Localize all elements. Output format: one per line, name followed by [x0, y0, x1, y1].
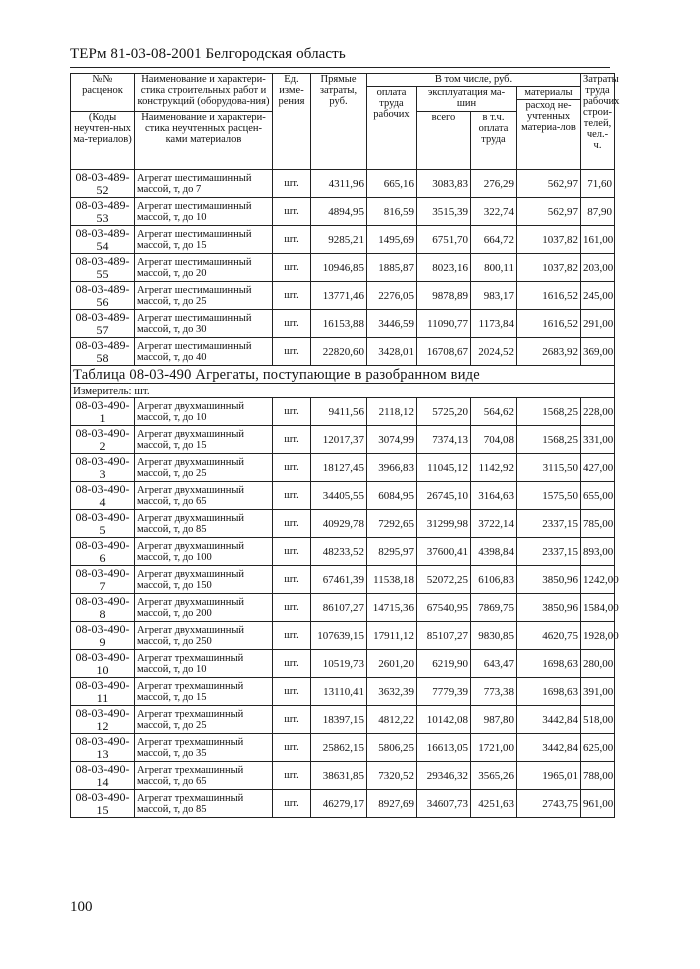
row-machine-total: 16613,05: [417, 734, 471, 762]
row-wage: 665,16: [367, 170, 417, 198]
row-labor: 961,00: [581, 790, 615, 818]
row-direct-cost: 9411,56: [311, 398, 367, 426]
row-machine-wage: 322,74: [471, 198, 517, 226]
row-machine-wage: 2024,52: [471, 338, 517, 366]
table-header: [71, 74, 620, 170]
row-name: Агрегат двухмашинный массой, т, до 10: [135, 398, 273, 426]
row-code: 08-03-489-55: [71, 254, 135, 282]
row-labor: 71,60: [581, 170, 615, 198]
unit-line: Измеритель: шт.: [71, 384, 615, 398]
row-machine-total: 85107,27: [417, 622, 471, 650]
row-unit: шт.: [273, 762, 311, 790]
row-labor: 203,00: [581, 254, 615, 282]
row-labor: 893,00: [581, 538, 615, 566]
row-unit: шт.: [273, 426, 311, 454]
row-machine-total: 29346,32: [417, 762, 471, 790]
table-row: [71, 650, 615, 678]
row-unit: шт.: [273, 622, 311, 650]
col-header-machine: эксплуатация ма-шин: [417, 87, 517, 112]
row-materials: 4620,75: [517, 622, 581, 650]
row-unit: шт.: [273, 566, 311, 594]
row-labor: 291,00: [581, 310, 615, 338]
table-row: [71, 790, 615, 818]
col-header-machine-wage: в т.ч. оплата труда: [471, 112, 517, 170]
row-wage: 8295,97: [367, 538, 417, 566]
row-direct-cost: 25862,15: [311, 734, 367, 762]
row-wage: 7320,52: [367, 762, 417, 790]
row-unit: шт.: [273, 510, 311, 538]
col-header-name: Наименование и характери-стика строительных работ и конструкций (оборудова-ния): [135, 74, 273, 112]
row-direct-cost: 107639,15: [311, 622, 367, 650]
row-wage: 14715,36: [367, 594, 417, 622]
table-body-489: [71, 170, 615, 366]
row-unit: шт.: [273, 310, 311, 338]
row-materials: 562,97: [517, 198, 581, 226]
row-wage: 7292,65: [367, 510, 417, 538]
row-wage: 3074,99: [367, 426, 417, 454]
row-machine-wage: 4251,63: [471, 790, 517, 818]
row-wage: 6084,95: [367, 482, 417, 510]
row-materials: 1568,25: [517, 426, 581, 454]
row-materials: 1037,82: [517, 226, 581, 254]
table-row: [71, 338, 615, 366]
row-machine-total: 9878,89: [417, 282, 471, 310]
row-machine-total: 52072,25: [417, 566, 471, 594]
row-code: 08-03-490-6: [71, 538, 135, 566]
row-direct-cost: 9285,21: [311, 226, 367, 254]
col-header-including: В том числе, руб.: [367, 74, 581, 87]
row-labor: 369,00: [581, 338, 615, 366]
table-row: [71, 538, 615, 566]
table-row: [71, 282, 615, 310]
row-materials: 3115,50: [517, 454, 581, 482]
row-materials: 2337,15: [517, 510, 581, 538]
table-row: [71, 566, 615, 594]
row-machine-wage: 1173,84: [471, 310, 517, 338]
row-labor: 87,90: [581, 198, 615, 226]
row-name: Агрегат трехмашинный массой, т, до 15: [135, 678, 273, 706]
row-code: 08-03-490-11: [71, 678, 135, 706]
row-direct-cost: 4894,95: [311, 198, 367, 226]
row-direct-cost: 34405,55: [311, 482, 367, 510]
row-labor: 1928,00: [581, 622, 615, 650]
row-unit: шт.: [273, 790, 311, 818]
row-unit: шт.: [273, 282, 311, 310]
col-header-name-materials: Наименование и характери-стика неучтенных расцен-ками материалов: [135, 112, 273, 170]
table-row: [71, 454, 615, 482]
row-name: Агрегат двухмашинный массой, т, до 150: [135, 566, 273, 594]
row-direct-cost: 4311,96: [311, 170, 367, 198]
row-machine-wage: 3722,14: [471, 510, 517, 538]
row-materials: 1698,63: [517, 650, 581, 678]
row-wage: 3428,01: [367, 338, 417, 366]
row-labor: 655,00: [581, 482, 615, 510]
row-unit: шт.: [273, 226, 311, 254]
row-labor: 391,00: [581, 678, 615, 706]
row-labor: 331,00: [581, 426, 615, 454]
table-row: [71, 594, 615, 622]
row-labor: 785,00: [581, 510, 615, 538]
row-machine-total: 26745,10: [417, 482, 471, 510]
row-machine-wage: 6106,83: [471, 566, 517, 594]
row-labor: 625,00: [581, 734, 615, 762]
row-labor: 161,00: [581, 226, 615, 254]
row-code: 08-03-489-56: [71, 282, 135, 310]
row-direct-cost: 18397,15: [311, 706, 367, 734]
row-direct-cost: 18127,45: [311, 454, 367, 482]
table-row: [71, 622, 615, 650]
row-machine-wage: 3164,63: [471, 482, 517, 510]
row-labor: 245,00: [581, 282, 615, 310]
row-materials: 3442,84: [517, 734, 581, 762]
row-wage: 816,59: [367, 198, 417, 226]
col-header-wage: оплата труда рабочих: [367, 87, 417, 170]
row-labor: 1242,00: [581, 566, 615, 594]
row-machine-wage: 276,29: [471, 170, 517, 198]
row-machine-wage: 1721,00: [471, 734, 517, 762]
row-name: Агрегат трехмашинный массой, т, до 65: [135, 762, 273, 790]
col-header-code: №№ расценок: [71, 74, 135, 112]
row-name: Агрегат шестимашинный массой, т, до 20: [135, 254, 273, 282]
table-row: [71, 762, 615, 790]
row-name: Агрегат трехмашинный массой, т, до 25: [135, 706, 273, 734]
row-direct-cost: 86107,27: [311, 594, 367, 622]
row-code: 08-03-490-14: [71, 762, 135, 790]
row-direct-cost: 48233,52: [311, 538, 367, 566]
row-unit: шт.: [273, 538, 311, 566]
row-materials: 562,97: [517, 170, 581, 198]
row-unit: шт.: [273, 254, 311, 282]
row-name: Агрегат шестимашинный массой, т, до 15: [135, 226, 273, 254]
row-name: Агрегат трехмашинный массой, т, до 85: [135, 790, 273, 818]
row-materials: 1698,63: [517, 678, 581, 706]
row-machine-wage: 664,72: [471, 226, 517, 254]
row-code: 08-03-490-15: [71, 790, 135, 818]
table-row: [71, 198, 615, 226]
row-unit: шт.: [273, 338, 311, 366]
row-code: 08-03-490-7: [71, 566, 135, 594]
table-row: [71, 510, 615, 538]
row-direct-cost: 10519,73: [311, 650, 367, 678]
row-labor: 280,00: [581, 650, 615, 678]
row-machine-wage: 704,08: [471, 426, 517, 454]
row-machine-wage: 800,11: [471, 254, 517, 282]
row-materials: 3850,96: [517, 594, 581, 622]
row-machine-total: 11045,12: [417, 454, 471, 482]
row-materials: 3850,96: [517, 566, 581, 594]
row-machine-total: 67540,95: [417, 594, 471, 622]
row-name: Агрегат двухмашинный массой, т, до 85: [135, 510, 273, 538]
row-wage: 1885,87: [367, 254, 417, 282]
row-machine-total: 7779,39: [417, 678, 471, 706]
table-row: [71, 706, 615, 734]
row-code: 08-03-490-4: [71, 482, 135, 510]
header-rule: [70, 67, 610, 68]
row-materials: 3442,84: [517, 706, 581, 734]
row-direct-cost: 10946,85: [311, 254, 367, 282]
row-name: Агрегат шестимашинный массой, т, до 25: [135, 282, 273, 310]
row-materials: 2743,75: [517, 790, 581, 818]
row-labor: 518,00: [581, 706, 615, 734]
row-unit: шт.: [273, 398, 311, 426]
row-name: Агрегат двухмашинный массой, т, до 25: [135, 454, 273, 482]
row-materials: 1616,52: [517, 282, 581, 310]
col-header-direct: Прямые затраты, руб.: [311, 74, 367, 170]
row-unit: шт.: [273, 706, 311, 734]
col-header-code-materials: (Коды неучтен-ных ма-териалов): [71, 112, 135, 170]
row-code: 08-03-490-10: [71, 650, 135, 678]
table-row: [71, 482, 615, 510]
row-code: 08-03-490-8: [71, 594, 135, 622]
row-machine-total: 6219,90: [417, 650, 471, 678]
table-row: [71, 678, 615, 706]
row-wage: 2118,12: [367, 398, 417, 426]
row-unit: шт.: [273, 170, 311, 198]
table-body-490: [71, 397, 619, 818]
row-name: Агрегат шестимашинный массой, т, до 10: [135, 198, 273, 226]
col-header-materials: материалы: [517, 87, 581, 100]
row-machine-total: 31299,98: [417, 510, 471, 538]
row-name: Агрегат шестимашинный массой, т, до 7: [135, 170, 273, 198]
row-unit: шт.: [273, 482, 311, 510]
row-wage: 5806,25: [367, 734, 417, 762]
row-labor: 427,00: [581, 454, 615, 482]
row-unit: шт.: [273, 198, 311, 226]
row-code: 08-03-490-5: [71, 510, 135, 538]
row-wage: 3966,83: [367, 454, 417, 482]
row-machine-wage: 773,38: [471, 678, 517, 706]
row-code: 08-03-489-58: [71, 338, 135, 366]
rates-table: [70, 73, 620, 818]
table-title: Таблица 08-03-490 Агрегаты, поступающие в разобранном виде: [71, 366, 615, 384]
row-materials: 1965,01: [517, 762, 581, 790]
table-row: [71, 170, 615, 198]
row-direct-cost: 46279,17: [311, 790, 367, 818]
row-code: 08-03-489-57: [71, 310, 135, 338]
row-materials: 1037,82: [517, 254, 581, 282]
row-name: Агрегат двухмашинный массой, т, до 250: [135, 622, 273, 650]
row-wage: 3632,39: [367, 678, 417, 706]
row-machine-wage: 9830,85: [471, 622, 517, 650]
row-wage: 3446,59: [367, 310, 417, 338]
row-code: 08-03-490-2: [71, 426, 135, 454]
table-row: [71, 734, 615, 762]
row-wage: 8927,69: [367, 790, 417, 818]
row-wage: 11538,18: [367, 566, 417, 594]
row-name: Агрегат двухмашинный массой, т, до 65: [135, 482, 273, 510]
row-name: Агрегат трехмашинный массой, т, до 35: [135, 734, 273, 762]
row-unit: шт.: [273, 734, 311, 762]
row-code: 08-03-490-9: [71, 622, 135, 650]
col-header-machine-total: всего: [417, 112, 471, 170]
row-unit: шт.: [273, 454, 311, 482]
row-name: Агрегат двухмашинный массой, т, до 100: [135, 538, 273, 566]
col-header-materials-sub: расход не-учтенных материа-лов: [517, 100, 581, 170]
row-direct-cost: 40929,78: [311, 510, 367, 538]
table-row: [71, 254, 615, 282]
row-machine-wage: 7869,75: [471, 594, 517, 622]
row-machine-total: 16708,67: [417, 338, 471, 366]
row-code: 08-03-489-54: [71, 226, 135, 254]
row-machine-total: 7374,13: [417, 426, 471, 454]
row-code: 08-03-490-12: [71, 706, 135, 734]
row-machine-wage: 1142,92: [471, 454, 517, 482]
col-header-labor: Затраты труда рабочих строи-телей, чел.-ч.: [581, 74, 615, 170]
row-machine-total: 11090,77: [417, 310, 471, 338]
row-labor: 1584,00: [581, 594, 615, 622]
row-machine-wage: 987,80: [471, 706, 517, 734]
row-direct-cost: 13771,46: [311, 282, 367, 310]
row-machine-total: 5725,20: [417, 398, 471, 426]
row-direct-cost: 16153,88: [311, 310, 367, 338]
row-direct-cost: 67461,39: [311, 566, 367, 594]
row-materials: 1575,50: [517, 482, 581, 510]
row-machine-wage: 4398,84: [471, 538, 517, 566]
row-code: 08-03-490-13: [71, 734, 135, 762]
col-header-unit: Ед. изме-рения: [273, 74, 311, 170]
table-row: [71, 226, 615, 254]
row-code: 08-03-490-3: [71, 454, 135, 482]
row-materials: 2683,92: [517, 338, 581, 366]
row-materials: 2337,15: [517, 538, 581, 566]
row-name: Агрегат шестимашинный массой, т, до 40: [135, 338, 273, 366]
row-name: Агрегат шестимашинный массой, т, до 30: [135, 310, 273, 338]
row-machine-total: 34607,73: [417, 790, 471, 818]
row-wage: 17911,12: [367, 622, 417, 650]
row-code: 08-03-489-53: [71, 198, 135, 226]
row-materials: 1568,25: [517, 398, 581, 426]
row-wage: 2276,05: [367, 282, 417, 310]
row-code: 08-03-489-52: [71, 170, 135, 198]
row-machine-total: 3515,39: [417, 198, 471, 226]
row-machine-total: 8023,16: [417, 254, 471, 282]
page-header: ТЕРм 81-03-08-2001 Белгородская область: [70, 46, 346, 62]
row-machine-total: 6751,70: [417, 226, 471, 254]
row-direct-cost: 22820,60: [311, 338, 367, 366]
row-wage: 4812,22: [367, 706, 417, 734]
row-wage: 2601,20: [367, 650, 417, 678]
row-machine-wage: 3565,26: [471, 762, 517, 790]
row-direct-cost: 13110,41: [311, 678, 367, 706]
row-materials: 1616,52: [517, 310, 581, 338]
table-row: [71, 426, 615, 454]
row-unit: шт.: [273, 594, 311, 622]
row-machine-wage: 564,62: [471, 398, 517, 426]
table-section-490: [71, 366, 615, 398]
row-machine-total: 37600,41: [417, 538, 471, 566]
row-name: Агрегат трехмашинный массой, т, до 10: [135, 650, 273, 678]
row-unit: шт.: [273, 650, 311, 678]
row-wage: 1495,69: [367, 226, 417, 254]
row-machine-total: 10142,08: [417, 706, 471, 734]
row-direct-cost: 12017,37: [311, 426, 367, 454]
row-labor: 788,00: [581, 762, 615, 790]
row-direct-cost: 38631,85: [311, 762, 367, 790]
table-row: [71, 398, 615, 426]
row-machine-total: 3083,83: [417, 170, 471, 198]
row-machine-wage: 983,17: [471, 282, 517, 310]
row-code: 08-03-490-1: [71, 398, 135, 426]
row-name: Агрегат двухмашинный массой, т, до 200: [135, 594, 273, 622]
row-unit: шт.: [273, 678, 311, 706]
table-row: [71, 310, 615, 338]
page-number: 100: [70, 899, 93, 915]
row-name: Агрегат двухмашинный массой, т, до 15: [135, 426, 273, 454]
row-machine-wage: 643,47: [471, 650, 517, 678]
row-labor: 228,00: [581, 398, 615, 426]
